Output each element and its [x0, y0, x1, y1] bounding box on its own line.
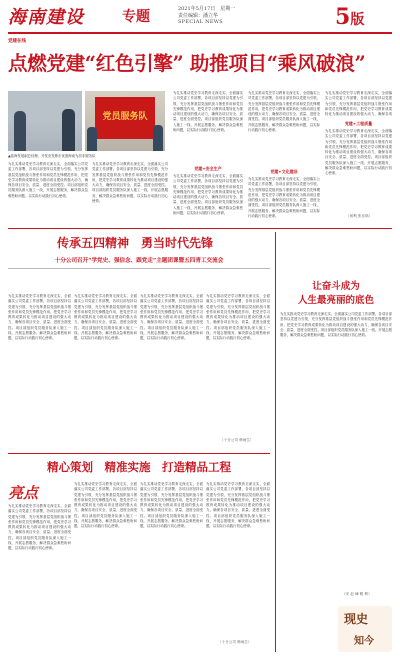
story-text-col: 为扎实推动党史学习教育走深走实，全面落实公司党委工作部署，各项目部坚持以党建为引领，充分发挥基层党组织战斗堡垒作用和党员先锋模范作用，把党史学习教育成果转化为推动项目建设的强大动力，确保各项目安全、质量、进度全面受控。项目部组织党员服务队深入施工一线，开展志愿服务，解决群众急难愁盼问题，以实际行动践行初心使命。: [92, 162, 168, 204]
headline-youth-sub: 十分公司召开“学党史、强信念、跟党走”主题团课暨五四青工交流会: [54, 258, 224, 264]
page-number: [335, 4, 364, 30]
highlight-badge: [8, 482, 48, 500]
story-text-col: 为扎实推动党史学习教育走深走实，全面落实公司党委工作部署，各项目部坚持以党建为引领，充分发挥基层党组织战斗堡垒作用和党员先锋模范作用，把党史学习教育成果转化为推动项目建设的强大动力，确保各项目安全、质量、进度全面受控。项目部组织党员服务队深入施工一线，开展志愿服务，解决群众急难愁盼问题，以实际行动践行初心使命。: [248, 91, 320, 133]
story-text-col: 为扎实推动党史学习教育走深走实，全面落实公司党委工作部署，各项目部坚持以党建为引领，充分发挥基层党组织战斗堡垒作用和党员先锋模范作用，把党史学习教育成果转化为推动项目建设的强大动力，确保各项目安全、质量、进度全面受控。项目部组织党员服务队深入施工一线，开展志愿服务，解决群众急难愁盼问题，以实际行动践行初心使命。: [8, 162, 88, 198]
page-number-digit: 5: [335, 4, 351, 30]
banner-photo: [85, 91, 165, 151]
masthead-logo: 海南建设: [8, 7, 84, 28]
side-text-col: 为扎实推动党史学习教育走深走实，全面落实公司党委工作部署，各项目部坚持以党建为引领，充分发挥基层党组织战斗堡垒作用和党员先锋模范作用，把党史学习教育成果转化为推动项目建设的强大动力，确保各项目安全、质量、进度全面受控。项目部组织党员服务队深入施工一线，开展志愿服务，解决群众急难愁盼问题，以实际行动践行初心使命。: [280, 312, 392, 338]
masthead-rule: [8, 32, 392, 34]
corner-subtitle: 知今: [354, 636, 374, 647]
byline-project: （十分公司 韩雨生）: [218, 640, 252, 644]
subheading-quality: 党建+工程质量: [344, 121, 373, 126]
corner-decoration: [338, 606, 392, 652]
youth-text-col: 为扎实推动党史学习教育走深走实，全面落实公司党委工作部署，各项目部坚持以党建为引领，充分发挥基层党组织战斗堡垒作用和党员先锋模范作用，把党史学习教育成果转化为推动项目建设的强大动力，确保各项目安全、质量、进度全面受控。项目部组织党员服务队深入施工一线，开展志愿服务，解决群众急难愁盼问题，以实际行动践行初心使命。: [140, 294, 203, 341]
story-text-col: 为扎实推动党史学习教育走深走实，全面落实公司党委工作部署，各项目部坚持以党建为引领，充分发挥基层党组织战斗堡垒作用和党员先锋模范作用，把党史学习教育成果转化为推动项目建设的强大动力，确保各项目安全、质量、进度全面受控。项目部组织党员服务队深入施工一线，开展志愿服务，解决群众急难愁盼问题，以实际行动践行初心使命。: [248, 177, 320, 219]
photo-person: [62, 109, 75, 151]
side-headline-line2: 人生最亮丽的底色: [297, 295, 374, 306]
photo-person: [87, 127, 97, 151]
headline-project: 精心策划 精准实施 打造精品工程: [47, 460, 231, 474]
photo-caption: ▲临海发展副总经理、开发至发斯市优惠海南为居非服务队: [8, 154, 96, 158]
story-text-col: 为扎实推动党史学习教育走深走实，全面落实公司党委工作部署，各项目部坚持以党建为引领，充分发挥基层党组织战斗堡垒作用和党员先锋模范作用，把党史学习教育成果转化为推动项目建设的强大动力，确保各项: [325, 91, 392, 117]
subheading-safety: 党建+安全生产: [194, 166, 222, 171]
side-headline-line1: 让奋斗成为: [312, 281, 360, 292]
section-rule: [8, 453, 270, 454]
corner-title: 现史: [344, 612, 369, 626]
issue-date: 2021年5月17日 星期一: [178, 6, 236, 12]
section-label: 专题: [122, 9, 150, 25]
headline-main: 点燃党建“红色引擎” 助推项目“乘风破浪”: [8, 52, 366, 75]
subheading-culture: 党建+文化建设: [270, 169, 298, 174]
sub-rule: [8, 268, 270, 269]
project-text-col: 为扎实推动党史学习教育走深走实，全面落实公司党委工作部署，各项目部坚持以党建为引领，充分发挥基层党组织战斗堡垒作用和党员先锋模范作用，把党史学习教育成果转化为推动项目建设的强大动力，确保各项目安全、质量、进度全面受控。项目部组织党员服务队深入施工一线，开展志愿服务，解决群众急难愁盼问题，以实际行动践行初心使命。: [140, 482, 203, 529]
story-text-col: 为扎实推动党史学习教育走深走实，全面落实公司党委工作部署，各项目部坚持以党建为引领，充分发挥基层党组织战斗堡垒作用和党员先锋模范作用，把党史学习教育成果转化为推动项目建设的强大动力，确保各项目安全、质量、进度全面受控。项目部组织党员服务队深入施工一线，开展志愿服务，解决群众急难愁盼问题，以实际行动践行初心使命。: [173, 174, 243, 216]
project-text-col: 为扎实推动党史学习教育走深走实，全面落实公司党委工作部署，各项目部坚持以党建为引领，充分发挥基层党组织战斗堡垒作用和党员先锋模范作用，把党史学习教育成果转化为推动项目建设的强大动力，确保各项目安全、质量、进度全面受控。项目部组织党员服务队深入施工一线，开展志愿服务，解决群众急难愁盼问题，以实际行动践行初心使命。: [206, 482, 270, 529]
youth-text-col: 为扎实推动党史学习教育走深走实，全面落实公司党委工作部署，各项目部坚持以党建为引领，充分发挥基层党组织战斗堡垒作用和党员先锋模范作用，把党史学习教育成果转化为推动项目建设的强大动力，确保各项目安全、质量、进度全面受控。项目部组织党员服务队深入施工一线，开展志愿服务，解决群众急难愁盼问题，以实际行动践行初心使命。: [74, 294, 137, 341]
top-story-label: 党建在线: [8, 39, 26, 44]
photo-person: [14, 111, 26, 151]
banner-text: 党员服务队: [102, 112, 148, 122]
story-text-col: 为扎实推动党史学习教育走深走实，全面落实公司党委工作部署，各项目部坚持以党建为引领，充分发挥基层党组织战斗堡垒作用和党员先锋模范作用，把党史学习教育成果转化为推动项目建设的强大动力，确保各项目安全、质量、进度全面受控。项目部组织党员服务队深入施工一线，开展志愿服务，解决群众急难愁盼问题，以实际行动践行初心使命。: [173, 91, 243, 133]
project-text-col: 为扎实推动党史学习教育走深走实，全面落实公司党委工作部署，各项目部坚持以党建为引领，充分发挥基层党组织战斗堡垒作用和党员先锋模范作用，把党史学习教育成果转化为推动项目建设的强大动力，确保各项目安全、质量、进度全面受控。项目部组织党员服务队深入施工一线，开展志愿服务，解决群众急难愁盼问题，以实际行动践行初心使命。: [8, 504, 71, 551]
youth-text-col: 为扎实推动党史学习教育走深走实，全面落实公司党委工作部署，各项目部坚持以党建为引领，充分发挥基层党组织战斗堡垒作用和党员先锋模范作用，把党史学习教育成果转化为推动项目建设的强大动力，确保各项目安全、质量、进度全面受控。项目部组织党员服务队深入施工一线，开展志愿服务，解决群众急难愁盼问题，以实际行动践行初心使命。: [206, 294, 270, 341]
headline-youth: 传承五四精神 勇当时代先锋: [56, 236, 213, 250]
story-text-col: 为扎实推动党史学习教育走深走实，全面落实公司党委工作部署，各项目部坚持以党建为引领，充分发挥基层党组织战斗堡垒作用和党员先锋模范作用，把党史学习教育成果转化为推动项目建设的强大动力，确保各项目安全、质量、进度全面受控。项目部组织党员服务队深入施工一线，开展志愿服务，解决群众急难愁盼问题，以实际行动践行初心使命。: [325, 129, 392, 176]
project-text-col: 为扎实推动党史学习教育走深走实，全面落实公司党委工作部署，各项目部坚持以党建为引领，充分发挥基层党组织战斗堡垒作用和党员先锋模范作用，把党史学习教育成果转化为推动项目建设的强大动力，确保各项目安全、质量、进度全面受控。项目部组织党员服务队深入施工一线，开展志愿服务，解决群众急难愁盼问题，以实际行动践行初心使命。: [74, 482, 137, 529]
youth-text-col: 为扎实推动党史学习教育走深走实，全面落实公司党委工作部署，各项目部坚持以党建为引领，充分发挥基层党组织战斗堡垒作用和党员先锋模范作用，把党史学习教育成果转化为推动项目建设的强大动力，确保各项目安全、质量、进度全面受控。项目部组织党员服务队深入施工一线，开展志愿服务，解决群众急难愁盼问题，以实际行动践行初心使命。: [8, 294, 71, 341]
special-news-label: SPECIAL NEWS: [178, 19, 223, 25]
column-divider: [275, 232, 276, 652]
page-number-unit: 版: [350, 12, 365, 28]
section-rule: [8, 228, 392, 229]
byline-side: （安 赵 峰 鹤 利）: [342, 592, 372, 596]
editor-line: 责任编辑：潘立华: [178, 13, 219, 19]
byline-top: （何利 张亦琪）: [346, 214, 373, 218]
badge-text: 亮点: [8, 484, 39, 502]
team-photo: [8, 91, 82, 151]
byline-youth: （十分公司 韩雨生）: [220, 438, 254, 442]
photo-person: [153, 125, 163, 151]
